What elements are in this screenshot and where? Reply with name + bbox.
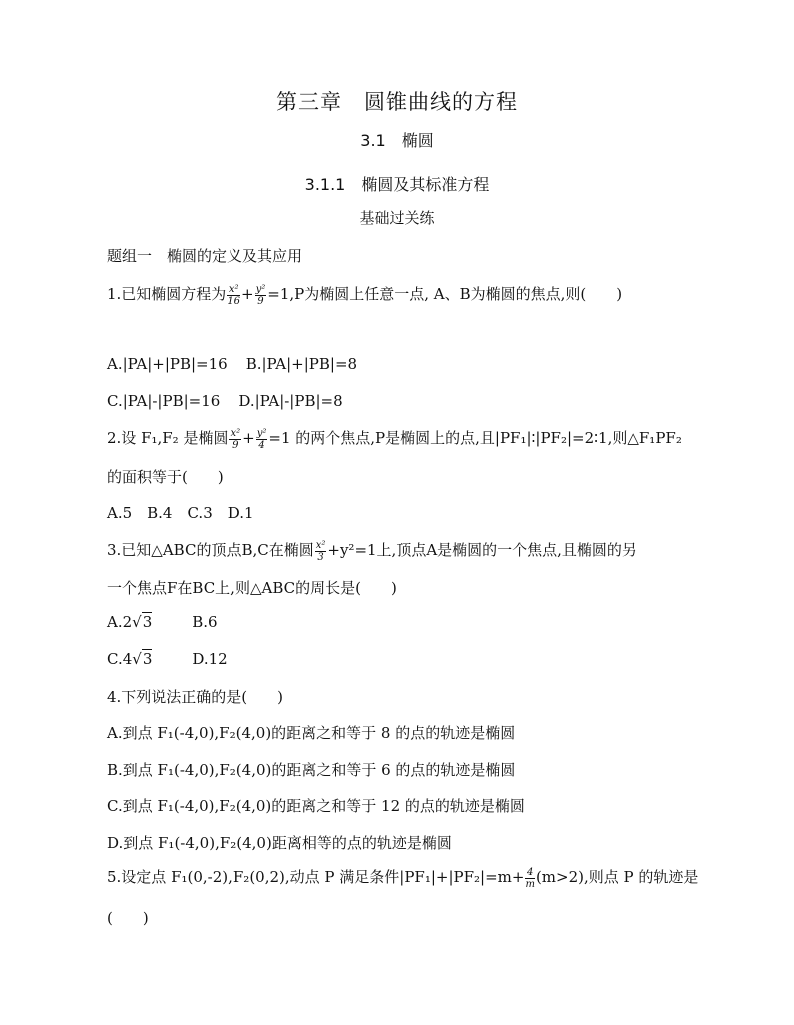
chapter-title: 第三章 圆锥曲线的方程 — [276, 90, 518, 114]
question-4-option-c: C.到点 F₁(-4,0),F₂(4,0)的距离之和等于 12 的点的轨迹是椭圆 — [107, 797, 525, 815]
group-heading: 题组一 椭圆的定义及其应用 — [107, 247, 303, 265]
question-3-stem: 3.已知△ABC的顶点B,C在椭圆 $\frac{\text{x²}}{3}$ +y²=1上,顶点A是椭圆的一个焦点,且椭圆的另 — [107, 539, 637, 563]
question-2-options: A.5 B.4 C.3 D.1 — [107, 504, 254, 522]
fraction: $\frac{\text{x²}}{3}$ — [315, 539, 326, 563]
option-c: C.|PA|-|PB|=16 — [107, 392, 221, 410]
question-1-options-row2 — [107, 392, 343, 410]
question-5-stem-cont: ( ) — [107, 909, 149, 927]
sqrt-symbol: √3 — [132, 613, 153, 631]
question-4-option-b: B.到点 F₁(-4,0),F₂(4,0)的距离之和等于 6 的点的轨迹是椭圆 — [107, 761, 516, 779]
option-a: A.|PA|+|PB|=16 — [107, 355, 228, 373]
option-b: B.6 — [192, 613, 218, 631]
option-b: B.|PA|+|PB|=8 — [245, 355, 358, 373]
option-c: C.4√3 — [107, 650, 153, 668]
question-4-option-a: A.到点 F₁(-4,0),F₂(4,0)的距离之和等于 8 的点的轨迹是椭圆 — [107, 724, 516, 742]
fraction: $\frac{\text{y²}}{4}$ — [256, 427, 267, 451]
fraction: $\frac{\text{y²}}{9}$ — [255, 283, 266, 307]
section-title: 3.1 椭圆 — [360, 131, 434, 150]
fraction: $\frac{\text{x²}}{9}$ — [230, 427, 241, 451]
question-1-stem: 1.已知椭圆方程为 $\frac{\text{x²}}{16}$ + $\frac{\text{y²}}{9}$ =1,P为椭圆上任意一点, A、B为椭圆的焦点,则( ) — [107, 283, 623, 307]
question-2-stem: 2.设 F₁,F₂ 是椭圆 $\frac{\text{x²}}{9}$ + $\frac{\text{y²}}{4}$ =1 的两个焦点,P是椭圆上的点,且|PF₁|∶|PF₂|=2∶1,则△F₁PF₂ — [107, 427, 682, 451]
option-d: D.12 — [192, 650, 228, 668]
question-1-options-row1 — [107, 355, 357, 373]
option-a: A.2√3 — [107, 613, 153, 631]
sqrt-symbol: √3 — [132, 650, 153, 668]
question-3-options-row1 — [107, 613, 218, 631]
question-3-options-row2 — [107, 650, 228, 668]
option-d: D.|PA|-|PB|=8 — [238, 392, 343, 410]
fraction: $\frac{4}{m}$ — [525, 866, 535, 890]
subsection-title: 3.1.1 椭圆及其标准方程 — [304, 175, 490, 194]
fraction: $\frac{\text{x²}}{16}$ — [227, 283, 241, 307]
practice-heading: 基础过关练 — [359, 209, 435, 227]
question-4-stem: 4.下列说法正确的是( ) — [107, 688, 284, 706]
question-5-stem: 5.设定点 F₁(0,-2),F₂(0,2),动点 P 满足条件|PF₁|+|PF₂|=m+ $\frac{4}{m}$ (m>2),则点 P 的轨迹是 — [107, 866, 699, 890]
question-3-stem-cont: 一个焦点F在BC上,则△ABC的周长是( ) — [107, 579, 397, 597]
question-4-option-d: D.到点 F₁(-4,0),F₂(4,0)距离相等的点的轨迹是椭圆 — [107, 834, 452, 852]
question-2-stem-cont: 的面积等于( ) — [107, 468, 224, 486]
